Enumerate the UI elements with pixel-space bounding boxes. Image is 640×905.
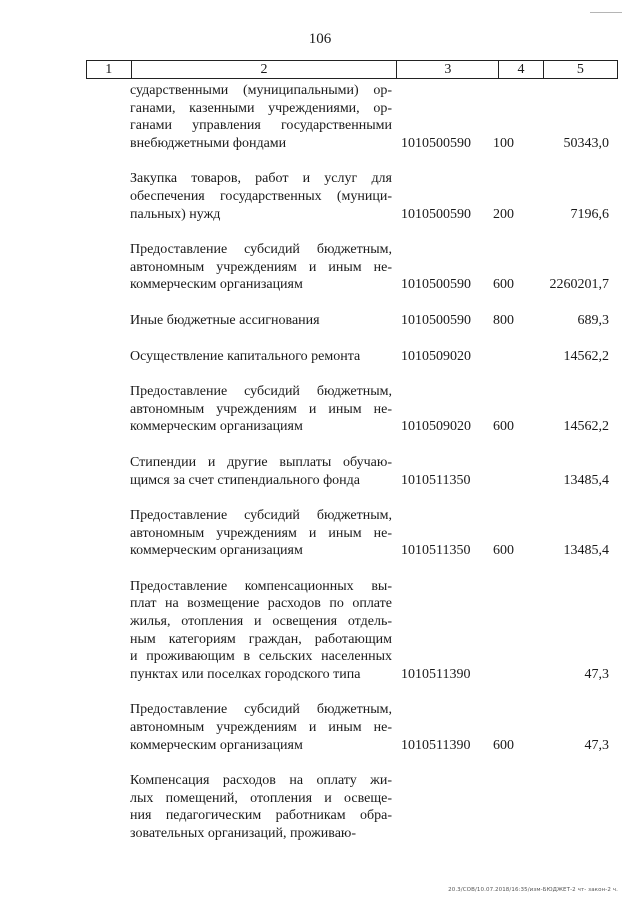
target-code: 1010500590 — [401, 277, 471, 293]
table-row — [0, 170, 640, 223]
expense-type-code: 100 — [493, 135, 514, 151]
row-description — [130, 241, 392, 294]
description-line: коммерческим организациям — [130, 419, 303, 435]
description-line: сударственными (муниципальными) ор- — [130, 83, 392, 98]
description-line: и проживающим в сельских населенных — [130, 649, 392, 665]
column-header-3: 3 — [397, 61, 499, 79]
target-code: 1010511390 — [401, 737, 471, 753]
expense-type-code: 800 — [493, 312, 514, 328]
column-header-4: 4 — [499, 61, 544, 79]
table-row — [0, 241, 640, 294]
description-line: Предоставление субсидий бюджетным, — [130, 702, 392, 718]
target-code: 1010500590 — [401, 206, 471, 222]
description-line: ния педагогическим работникам обра- — [130, 808, 392, 824]
row-description — [130, 348, 392, 366]
description-line: плат на возмещение расходов по оплате — [130, 596, 392, 612]
description-line: зовательных организаций, проживаю- — [130, 826, 357, 841]
target-code: 1010500590 — [401, 135, 471, 151]
amount-value: 2260201,7 — [549, 277, 609, 293]
description-line: коммерческим организациям — [130, 737, 303, 753]
amount-value: 13485,4 — [563, 543, 609, 559]
amount-value: 14562,2 — [563, 419, 609, 435]
description-line: Иные бюджетные ассигнования — [130, 312, 320, 328]
expense-type-code: 600 — [493, 737, 514, 753]
description-line: автономным учреждениям и иным не- — [130, 401, 392, 417]
description-line: Предоставление компенсационных вы- — [130, 578, 392, 594]
row-description — [130, 82, 392, 152]
description-line: автономным учреждениям и иным не- — [130, 525, 392, 541]
row-description — [130, 772, 392, 842]
target-code: 1010511350 — [401, 472, 471, 488]
description-line: ганами, казенными учреждениями, ор- — [130, 100, 392, 116]
row-description — [130, 312, 392, 330]
description-line: Предоставление субсидий бюджетным, — [130, 384, 392, 400]
table-row — [0, 701, 640, 754]
expense-type-code: 600 — [493, 277, 514, 293]
amount-value: 47,3 — [584, 737, 609, 753]
target-code: 1010500590 — [401, 312, 471, 328]
amount-value: 689,3 — [577, 312, 609, 328]
description-line: Предоставление субсидий бюджетным, — [130, 242, 392, 258]
target-code: 1010509020 — [401, 419, 471, 435]
expense-type-code: 600 — [493, 419, 514, 435]
description-line: щимся за счет стипендиального фонда — [130, 472, 360, 488]
page-number: 106 — [308, 31, 332, 47]
description-line: Осуществление капитального ремонта — [130, 348, 361, 364]
description-line: обеспечения государственных (муници- — [130, 188, 392, 204]
description-line: Компенсация расходов на оплату жи- — [130, 773, 392, 789]
description-line: коммерческим организациям — [130, 543, 303, 559]
description-line: Стипендии и другие выплаты обучаю- — [130, 454, 392, 470]
description-line: пунктах или поселках городского типа — [130, 666, 361, 682]
amount-value: 47,3 — [584, 666, 609, 682]
table-row — [0, 454, 640, 489]
column-header-5: 5 — [543, 61, 617, 79]
target-code: 1010509020 — [401, 348, 471, 364]
column-header-1: 1 — [87, 61, 132, 79]
description-line: ганами управления государственными — [130, 118, 392, 134]
description-line: пальных) нужд — [130, 206, 221, 222]
description-line: ным категориям граждан, работающим — [130, 631, 392, 647]
budget-table-body — [0, 82, 640, 861]
description-line: Предоставление субсидий бюджетным, — [130, 508, 392, 524]
amount-value: 50343,0 — [563, 135, 609, 151]
row-description — [130, 170, 392, 223]
row-description — [130, 701, 392, 754]
table-row — [0, 312, 640, 330]
expense-type-code: 200 — [493, 206, 514, 222]
target-code: 1010511390 — [401, 666, 471, 682]
target-code: 1010511350 — [401, 543, 471, 559]
description-line: коммерческим организациям — [130, 277, 303, 293]
table-row — [0, 348, 640, 366]
description-line: внебюджетными фондами — [130, 135, 287, 151]
row-description — [130, 454, 392, 489]
column-header-row — [86, 60, 618, 79]
table-row — [0, 772, 640, 842]
amount-value: 7196,6 — [570, 206, 609, 222]
description-line: автономным учреждениям и иным не- — [130, 720, 392, 736]
table-row — [0, 82, 640, 152]
column-header-2: 2 — [131, 61, 397, 79]
corner-mark — [590, 12, 622, 13]
row-description — [130, 383, 392, 436]
table-row — [0, 578, 640, 684]
description-line: Закупка товаров, работ и услуг для — [130, 171, 392, 187]
description-line: жилья, отопления и освещения отдель- — [130, 614, 392, 630]
description-line: автономным учреждениям и иным не- — [130, 259, 392, 275]
expense-type-code: 600 — [493, 543, 514, 559]
table-row — [0, 507, 640, 560]
table-row — [0, 383, 640, 436]
description-line: лых помещений, отопления и освеще- — [130, 790, 392, 806]
amount-value: 13485,4 — [563, 472, 609, 488]
row-description — [130, 507, 392, 560]
row-description — [130, 578, 392, 684]
footer-stamp: 20.3/СОВ/10.07.2018/16:35/изм-БЮДЖЕТ-2 чт- закон-2 ч. — [448, 887, 618, 893]
amount-value: 14562,2 — [563, 348, 609, 364]
